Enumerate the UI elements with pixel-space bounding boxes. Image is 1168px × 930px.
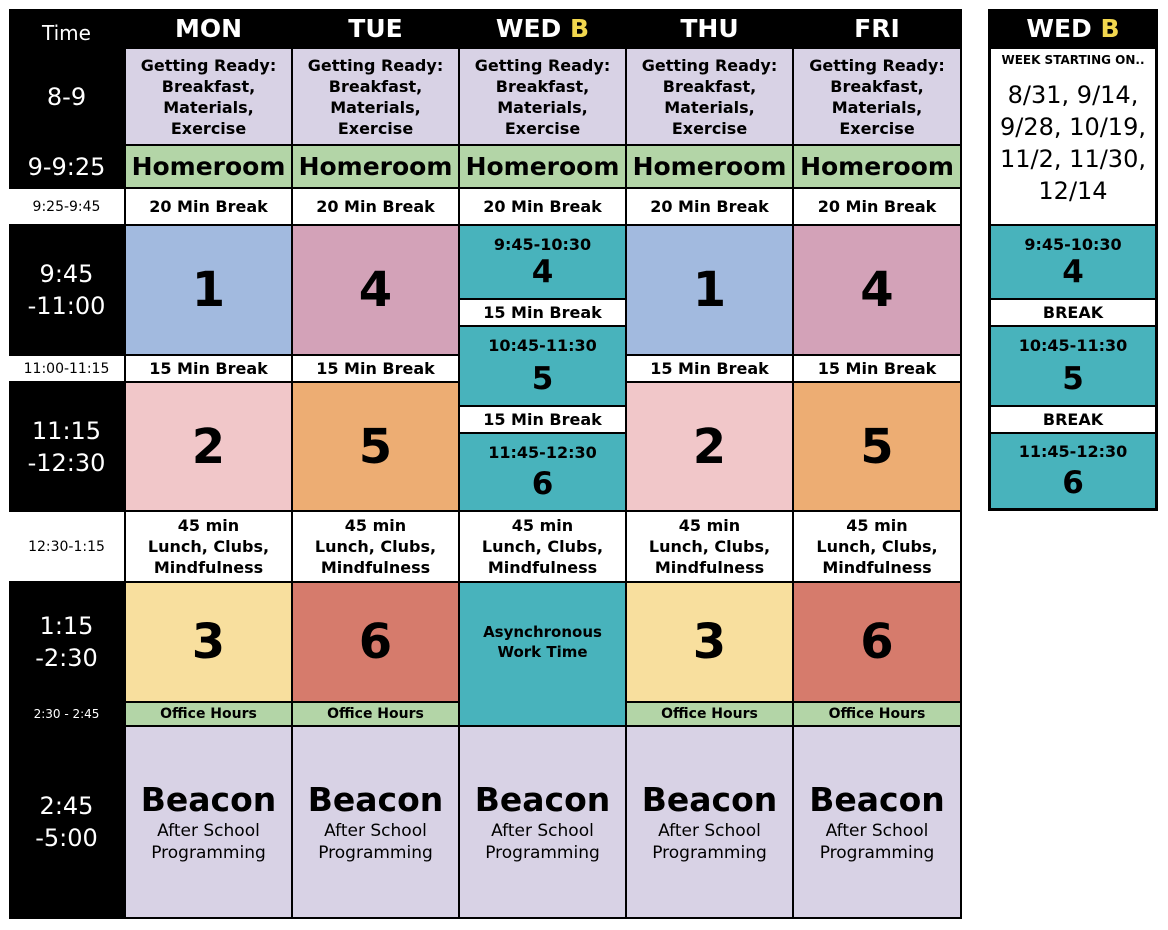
- getting-ready-line1: Getting Ready:: [140, 55, 277, 75]
- office-hours-fri: Office Hours: [794, 703, 960, 725]
- break-20-wed: 20 Min Break: [460, 189, 625, 224]
- time-column-header: Time: [42, 21, 91, 45]
- beacon-line2: Programming: [318, 843, 433, 863]
- time-label-245-line2: -5:00: [35, 824, 98, 852]
- office-hours-thu: Office Hours: [627, 703, 792, 725]
- period-4-tue: 4: [293, 226, 458, 354]
- getting-ready-line4: Exercise: [839, 118, 915, 138]
- getting-ready-line4: Exercise: [170, 118, 247, 138]
- period-6-fri: 6: [794, 583, 960, 701]
- period-1-mon: 1: [126, 226, 291, 354]
- side-period-4-number: 4: [1062, 253, 1084, 290]
- break-15-fri: 15 Min Break: [794, 356, 960, 381]
- lunch-line1: 45 min: [177, 516, 240, 535]
- lunch-line1: 45 min: [344, 516, 407, 535]
- time-label-925-945: 9:25-9:45: [9, 189, 124, 224]
- getting-ready-line1: Getting Ready:: [641, 55, 778, 75]
- lunch-line1: 45 min: [846, 516, 908, 535]
- lunch-fri: [794, 512, 960, 581]
- beacon-thu: [627, 727, 792, 917]
- break-15-tue: 15 Min Break: [293, 356, 458, 381]
- beacon-line1: After School: [825, 821, 929, 841]
- time-label-1115-line1: 11:15: [31, 416, 102, 445]
- lunch-line2: Lunch, Clubs,: [481, 537, 604, 556]
- lunch-line2: Lunch, Clubs,: [147, 537, 270, 556]
- getting-ready-line4: Exercise: [671, 118, 748, 138]
- async-line2: Work Time: [497, 643, 588, 661]
- time-label-945-line1: 9:45: [39, 260, 94, 288]
- wed-period-5: [460, 327, 625, 405]
- getting-ready-line4: Exercise: [504, 118, 581, 138]
- wed-b-panel-header: [988, 9, 1158, 47]
- getting-ready-line1: Getting Ready:: [474, 55, 611, 75]
- period-1-thu: 1: [627, 226, 792, 354]
- day-header-wed-letter: B: [570, 13, 590, 43]
- time-label-945-1100: [9, 226, 124, 354]
- period-6-tue: 6: [293, 583, 458, 701]
- beacon-line1: After School: [157, 821, 260, 841]
- getting-ready-line3: Materials,: [497, 97, 588, 117]
- wed-period-6: [460, 434, 625, 510]
- wed-period-4-time: 9:45-10:30: [493, 234, 592, 254]
- break-15-thu: 15 Min Break: [627, 356, 792, 381]
- getting-ready-line2: Breakfast,: [161, 76, 256, 96]
- lunch-line3: Mindfulness: [654, 558, 765, 577]
- wed-break-1: 15 Min Break: [460, 300, 625, 325]
- beacon-title: Beacon: [809, 780, 945, 819]
- lunch-line1: 45 min: [678, 516, 741, 535]
- day-header-thu: THU: [680, 13, 739, 43]
- lunch-line3: Mindfulness: [153, 558, 264, 577]
- lunch-mon: [126, 512, 291, 581]
- homeroom-wed: Homeroom: [460, 146, 625, 187]
- period-5-fri: 5: [794, 383, 960, 510]
- break-20-thu: 20 Min Break: [627, 189, 792, 224]
- wed-period-5-time: 10:45-11:30: [488, 335, 597, 355]
- getting-ready-line3: Materials,: [664, 97, 755, 117]
- getting-ready-line2: Breakfast,: [662, 76, 757, 96]
- week-dates-line4: 12/14: [1038, 177, 1108, 205]
- beacon-line2: Programming: [652, 843, 767, 863]
- side-period-4: [991, 226, 1155, 298]
- side-period-6: [991, 434, 1155, 508]
- side-period-5-number: 5: [1062, 360, 1084, 397]
- beacon-title: Beacon: [641, 780, 778, 819]
- period-2-thu: 2: [627, 383, 792, 510]
- homeroom-mon: Homeroom: [126, 146, 291, 187]
- lunch-line1: 45 min: [511, 516, 574, 535]
- lunch-line2: Lunch, Clubs,: [314, 537, 437, 556]
- break-20-tue: 20 Min Break: [293, 189, 458, 224]
- time-label-1115-line2: -12:30: [27, 448, 106, 477]
- day-header-fri: FRI: [854, 13, 900, 43]
- wed-b-panel-letter: B: [1100, 13, 1120, 43]
- beacon-title: Beacon: [140, 780, 277, 819]
- getting-ready-line3: Materials,: [163, 97, 254, 117]
- getting-ready-line3: Materials,: [330, 97, 421, 117]
- getting-ready-line1: Getting Ready:: [307, 55, 444, 75]
- time-label-115-230: [9, 583, 124, 701]
- async-line1: Asynchronous: [483, 623, 602, 641]
- beacon-line2: Programming: [485, 843, 600, 863]
- beacon-line1: After School: [324, 821, 427, 841]
- lunch-line2: Lunch, Clubs,: [816, 537, 938, 556]
- week-starting-label: WEEK STARTING ON..: [1001, 53, 1145, 67]
- beacon-title: Beacon: [474, 780, 611, 819]
- beacon-title: Beacon: [307, 780, 444, 819]
- lunch-line3: Mindfulness: [320, 558, 431, 577]
- side-period-6-number: 6: [1062, 464, 1084, 501]
- side-period-4-time: 9:45-10:30: [1024, 234, 1122, 254]
- getting-ready-line1: Getting Ready:: [809, 55, 945, 75]
- schedule-table: [9, 9, 962, 919]
- day-header-wed: [460, 9, 625, 47]
- side-break-1: BREAK: [991, 300, 1155, 325]
- week-dates-list: [1000, 79, 1146, 207]
- side-break-2: BREAK: [991, 407, 1155, 432]
- side-period-5-time: 10:45-11:30: [1018, 335, 1128, 355]
- getting-ready-line2: Breakfast,: [830, 76, 924, 96]
- side-period-6-time: 11:45-12:30: [1018, 441, 1128, 461]
- async-work-wed: [460, 583, 625, 725]
- beacon-line1: After School: [491, 821, 594, 841]
- wed-period-6-number: 6: [531, 465, 554, 502]
- side-period-5: [991, 327, 1155, 405]
- wed-break-2: 15 Min Break: [460, 407, 625, 432]
- week-dates-line3: 11/2, 11/30,: [1000, 145, 1146, 173]
- homeroom-fri: Homeroom: [794, 146, 960, 187]
- lunch-line2: Lunch, Clubs,: [648, 537, 771, 556]
- period-4-fri: 4: [794, 226, 960, 354]
- period-5-tue: 5: [293, 383, 458, 510]
- beacon-line2: Programming: [151, 843, 266, 863]
- beacon-line2: Programming: [819, 843, 935, 863]
- getting-ready-wed: [460, 49, 625, 144]
- time-label-1115-1230: [9, 383, 124, 510]
- time-label-115-line2: -2:30: [35, 644, 98, 672]
- beacon-wed: [460, 727, 625, 917]
- time-label-115-line1: 1:15: [39, 612, 94, 640]
- period-2-mon: 2: [126, 383, 291, 510]
- getting-ready-line2: Breakfast,: [495, 76, 590, 96]
- time-label-945-line2: -11:00: [27, 292, 106, 320]
- time-label-8-9: 8-9: [46, 82, 87, 111]
- time-label-245-500: [9, 727, 124, 917]
- day-header-tue: TUE: [348, 13, 403, 43]
- day-header-mon: MON: [174, 13, 243, 43]
- break-20-mon: 20 Min Break: [126, 189, 291, 224]
- lunch-tue: [293, 512, 458, 581]
- day-header-wed-label: WED: [495, 13, 562, 43]
- time-label-245-line1: 2:45: [39, 792, 94, 820]
- homeroom-thu: Homeroom: [627, 146, 792, 187]
- week-dates-line1: 8/31, 9/14,: [1007, 81, 1139, 109]
- beacon-fri: [794, 727, 960, 917]
- office-hours-tue: Office Hours: [293, 703, 458, 725]
- period-3-mon: 3: [126, 583, 291, 701]
- getting-ready-tue: [293, 49, 458, 144]
- time-label-1100-1115: 11:00-11:15: [9, 356, 124, 381]
- period-3-thu: 3: [627, 583, 792, 701]
- office-hours-mon: Office Hours: [126, 703, 291, 725]
- time-label-1230-115: 12:30-1:15: [9, 512, 124, 581]
- lunch-wed: [460, 512, 625, 581]
- getting-ready-line4: Exercise: [337, 118, 414, 138]
- time-label-9-925: 9-9:25: [27, 152, 106, 181]
- wed-b-panel: [988, 9, 1158, 511]
- wed-period-4-number: 4: [531, 253, 554, 290]
- break-15-mon: 15 Min Break: [126, 356, 291, 381]
- beacon-line1: After School: [658, 821, 761, 841]
- time-label-230-245: 2:30 - 2:45: [33, 707, 100, 721]
- getting-ready-mon: [126, 49, 291, 144]
- getting-ready-thu: [627, 49, 792, 144]
- wed-period-6-time: 11:45-12:30: [488, 442, 597, 462]
- lunch-line3: Mindfulness: [487, 558, 598, 577]
- break-20-fri: 20 Min Break: [794, 189, 960, 224]
- wed-b-panel-title: WED: [1026, 13, 1092, 43]
- wed-period-4: [460, 226, 625, 298]
- wed-period-5-number: 5: [531, 360, 554, 397]
- getting-ready-line3: Materials,: [831, 97, 923, 117]
- week-dates-line2: 9/28, 10/19,: [1000, 113, 1146, 141]
- lunch-thu: [627, 512, 792, 581]
- beacon-mon: [126, 727, 291, 917]
- homeroom-tue: Homeroom: [293, 146, 458, 187]
- getting-ready-fri: [794, 49, 960, 144]
- week-dates-box: [991, 49, 1155, 224]
- lunch-line3: Mindfulness: [822, 558, 932, 577]
- getting-ready-line2: Breakfast,: [328, 76, 423, 96]
- beacon-tue: [293, 727, 458, 917]
